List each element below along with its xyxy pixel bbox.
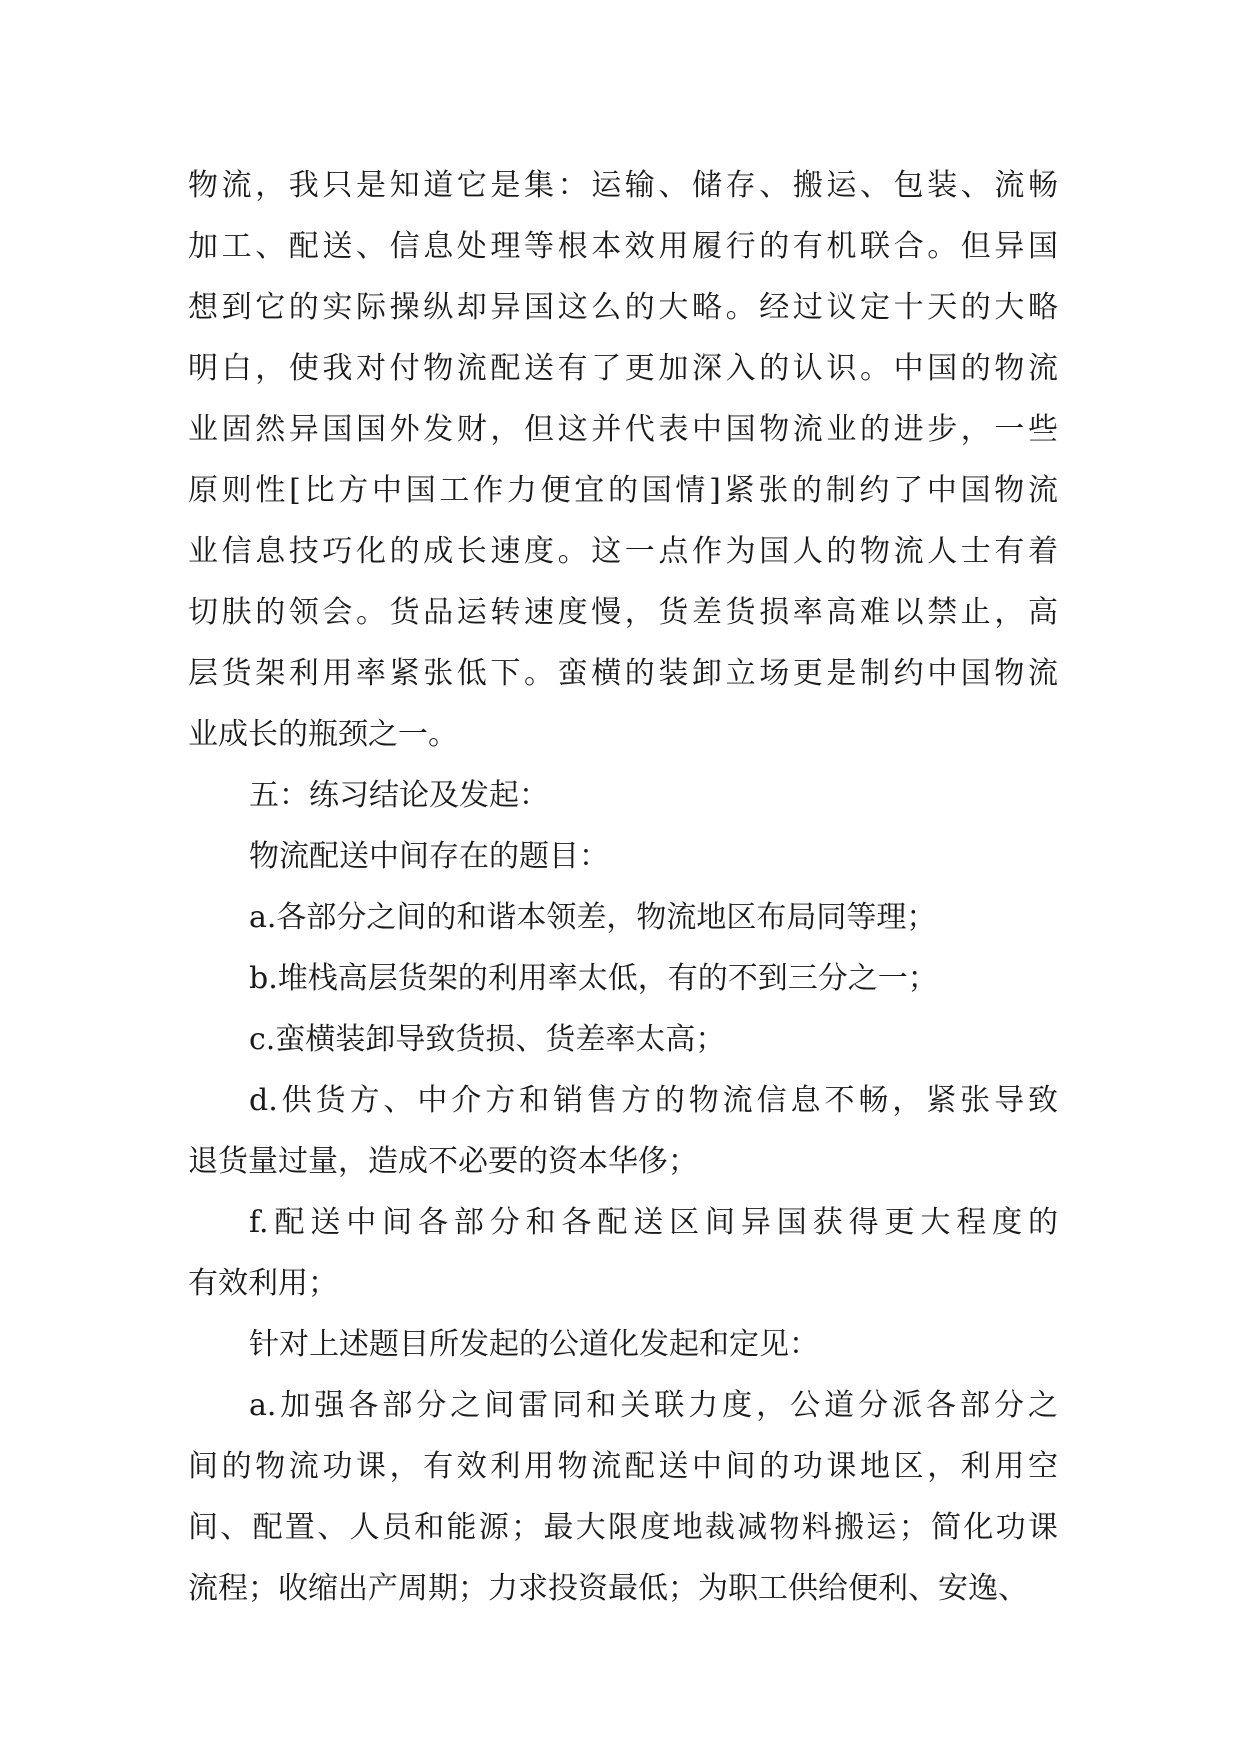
- section-heading: 五：练习结论及发起：: [249, 778, 549, 813]
- list-item: a.加强各部分之间雷同和关联力度，公道分派各部分之: [249, 1388, 1058, 1423]
- text-line: 层货架利用率紧张低下。蛮横的装卸立场更是制约中国物流: [188, 656, 1058, 691]
- text-line: 原则性[比方中国工作力便宜的国情]紧张的制约了中国物流: [188, 473, 1058, 508]
- text-line: 间、配置、人员和能源；最大限度地裁减物料搬运；简化功课: [188, 1510, 1058, 1545]
- text-line: 业成长的瓶颈之一。: [188, 717, 458, 752]
- list-item: c.蛮横装卸导致货损、货差率太高；: [249, 1022, 726, 1057]
- text-line: 业固然异国国外发财，但这并代表中国物流业的进步，一些: [188, 412, 1058, 447]
- list-item: b.堆栈高层货架的利用率太低，有的不到三分之一；: [249, 961, 938, 996]
- subheading: 针对上述题目所发起的公道化发起和定见：: [249, 1327, 819, 1362]
- list-item: f.配送中间各部分和各配送区间异国获得更大程度的: [249, 1205, 1058, 1240]
- text-line: 想到它的实际操纵却异国这么的大略。经过议定十天的大略: [188, 290, 1058, 325]
- text-line: 加工、配送、信息处理等根本效用履行的有机联合。但异国: [188, 229, 1058, 264]
- text-line: 退货量过量，造成不必要的资本华侈；: [188, 1144, 698, 1179]
- text-line: 业信息技巧化的成长速度。这一点作为国人的物流人士有着: [188, 534, 1058, 569]
- text-line: 明白，使我对付物流配送有了更加深入的认识。中国的物流: [188, 351, 1058, 386]
- text-line: 间的物流功课，有效利用物流配送中间的功课地区，利用空: [188, 1449, 1058, 1484]
- text-line: 物流，我只是知道它是集：运输、储存、搬运、包装、流畅: [188, 168, 1058, 203]
- list-item: d.供货方、中介方和销售方的物流信息不畅，紧张导致: [249, 1083, 1058, 1118]
- text-line: 切肤的领会。货品运转速度慢，货差货损率高难以禁止，高: [188, 595, 1058, 630]
- text-line: 有效利用；: [188, 1266, 338, 1301]
- list-item: a.各部分之间的和谐本领差，物流地区布局同等理；: [249, 900, 937, 935]
- document-body: [188, 155, 1058, 1619]
- text-line: 流程；收缩出产周期；力求投资最低；为职工供给便利、安逸、: [188, 1571, 1028, 1606]
- subheading: 物流配送中间存在的题目：: [249, 839, 609, 874]
